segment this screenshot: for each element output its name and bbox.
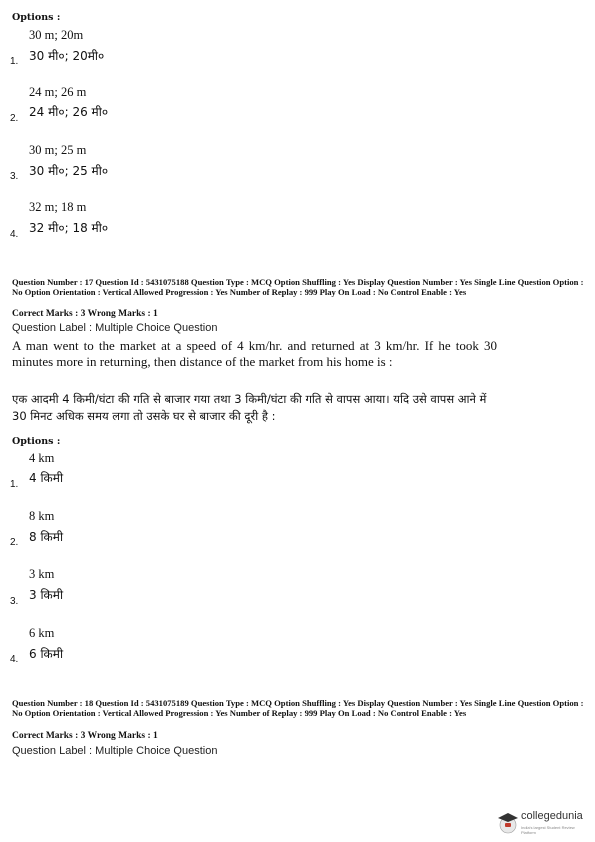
- question-17-meta: Question Number : 17 Question Id : 5431075188 Question Type : MCQ Option Shuffling : Yes Display Question Number : Yes Single Line Question Option : No Option Orientation : Vertical Allowed Progression : Yes Number of Replay : 999 Play On Load : No Control Enable : Yes: [12, 277, 584, 297]
- option-3-number: 3.: [10, 171, 19, 182]
- q17-option-2-hindi: 8 किमी: [29, 530, 64, 544]
- q17-option-3-english: 3 km: [29, 567, 55, 581]
- option-2-english: 24 m; 26 m: [29, 85, 87, 99]
- q17-option-1-number: 1.: [10, 479, 19, 490]
- logo-name: collegedunia: [521, 810, 583, 822]
- q17-option-3-hindi: 3 किमी: [29, 588, 64, 602]
- option-1-hindi: 30 मी०; 20मी०: [29, 49, 105, 63]
- q17-option-1-hindi: 4 किमी: [29, 471, 64, 485]
- q17-option-2-english: 8 km: [29, 509, 55, 523]
- option-1-number: 1.: [10, 56, 19, 67]
- q17-option-1-english: 4 km: [29, 451, 55, 465]
- question-17-label: Question Label : Multiple Choice Question: [12, 322, 218, 334]
- option-4-hindi: 32 मी०; 18 मी०: [29, 221, 109, 235]
- question-17-marks: Correct Marks : 3 Wrong Marks : 1: [12, 309, 158, 319]
- q17-option-4-hindi: 6 किमी: [29, 647, 64, 661]
- q17-option-4-english: 6 km: [29, 626, 55, 640]
- question-18-marks: Correct Marks : 3 Wrong Marks : 1: [12, 731, 158, 741]
- option-4-english: 32 m; 18 m: [29, 200, 87, 214]
- logo-tagline: India's largest Student Review Platform: [521, 825, 575, 835]
- option-3-english: 30 m; 25 m: [29, 143, 87, 157]
- collegedunia-logo: [497, 808, 587, 838]
- graduate-cap-icon: [497, 810, 519, 834]
- option-4-number: 4.: [10, 229, 19, 240]
- question-17-text-english: A man went to the market at a speed of 4 km/hr. and returned at 3 km/hr. If he took 30 minutes more in returning, then distance of the market from his home is :: [12, 338, 497, 369]
- question-17-options-header: Options :: [12, 436, 61, 447]
- option-2-number: 2.: [10, 113, 19, 124]
- q17-option-2-number: 2.: [10, 537, 19, 548]
- options-header: Options :: [12, 12, 61, 23]
- option-3-hindi: 30 मी०; 25 मी०: [29, 164, 109, 178]
- question-17-text-hindi: एक आदमी 4 किमी/घंटा की गति से बाजार गया तथा 3 किमी/घंटा की गति से वापस आया। यदि उसे वापस आने में 30 मिनट अधिक समय लगा तो उसके घर से बाजार की दूरी है :: [12, 392, 487, 423]
- question-18-meta: Question Number : 18 Question Id : 5431075189 Question Type : MCQ Option Shuffling : Yes Display Question Number : Yes Single Line Question Option : No Option Orientation : Vertical Allowed Progression : Yes Number of Replay : 999 Play On Load : No Control Enable : Yes: [12, 698, 584, 718]
- question-18-label: Question Label : Multiple Choice Question: [12, 745, 218, 757]
- q17-option-3-number: 3.: [10, 596, 19, 607]
- option-1-english: 30 m; 20m: [29, 28, 84, 42]
- q17-option-4-number: 4.: [10, 654, 19, 665]
- option-2-hindi: 24 मी०; 26 मी०: [29, 105, 109, 119]
